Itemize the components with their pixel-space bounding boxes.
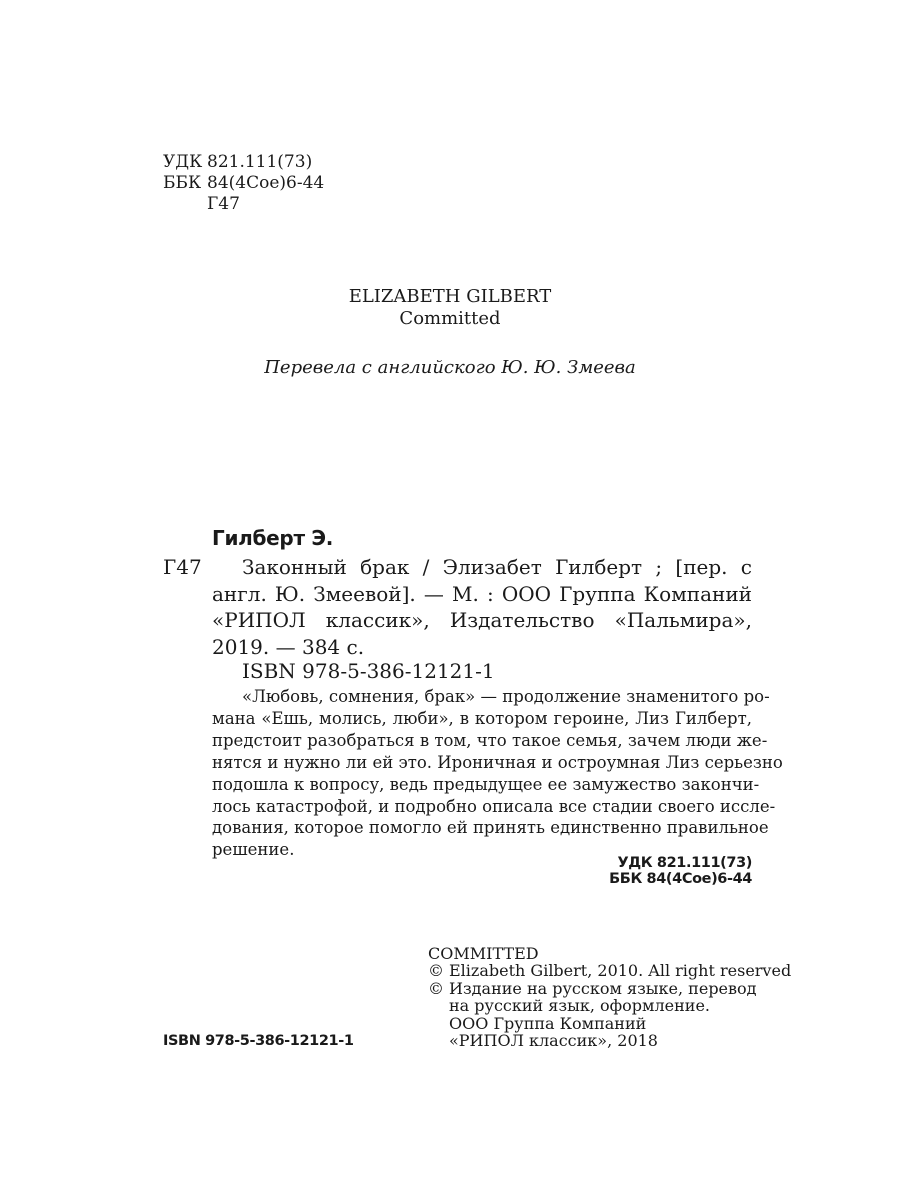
- copyright-symbol: ©: [428, 978, 444, 998]
- annotation-line: решение.: [212, 840, 295, 860]
- bbk-value: 84(4Сое)6-44: [207, 173, 325, 193]
- author-sign-top: Г47: [207, 194, 240, 214]
- bib-author-heading: Гилберт Э.: [212, 526, 334, 550]
- isbn-bottom: ISBN 978-5-386-12121-1: [163, 1033, 354, 1049]
- annotation-line: дования, которое помогло ей принять единственно правильное: [212, 818, 769, 838]
- bbk-top: [163, 173, 324, 194]
- original-title: Committed: [399, 308, 501, 329]
- bib-classification: [452, 855, 752, 887]
- bib-udk: УДК 821.111(73): [617, 855, 752, 871]
- copyright-row-2: [428, 980, 791, 997]
- annotation-line: подошла к вопросу, ведь предыдущее ее замужество закончи-: [212, 774, 760, 794]
- copyright-line-1: Elizabeth Gilbert, 2010. All right reserved: [449, 961, 792, 981]
- copyright-line-4: ООО Группа Компаний: [449, 1013, 647, 1033]
- annotation: [212, 686, 783, 861]
- annotation-line: лось катастрофой, и подробно описала все стадии своего иссле-: [212, 796, 776, 816]
- annotation-line: мана «Ешь, молись, люби», в котором героине, Лиз Гилберт,: [212, 708, 752, 728]
- copyright-line-5: «РИПОЛ классик», 2018: [449, 1031, 658, 1051]
- translator-note: Перевела с английского Ю. Ю. Змеева: [264, 357, 636, 378]
- original-author: ELIZABETH GILBERT: [348, 286, 552, 307]
- copyright-symbol: ©: [428, 961, 444, 981]
- annotation-line: «Любовь, сомнения, брак» — продолжение знаменитого ро-: [242, 687, 770, 706]
- udk-key: УДК: [163, 152, 203, 172]
- bib-bbk: ББК 84(4Сое)6-44: [609, 871, 752, 887]
- udk-value: 821.111(73): [207, 152, 313, 172]
- bib-isbn: ISBN 978-5-386-12121-1: [242, 659, 495, 683]
- bbk-key: ББК: [163, 173, 202, 193]
- copyright-original-title: COMMITTED: [428, 944, 539, 963]
- udk-top: [163, 152, 312, 173]
- bib-description: [212, 554, 752, 660]
- bib-description-text: Законный брак / Элизабет Гилберт ; [пер. с англ. Ю. Змеевой]. — М. : ООО Группа Компаний «РИПОЛ классик», Издательство «Пальмира», 2019. — 384 с.: [212, 555, 752, 659]
- copyright-line-3: на русский язык, оформление.: [449, 996, 710, 1016]
- annotation-line: предстоит разобраться в том, что такое семья, зачем люди же-: [212, 730, 768, 750]
- bib-author-sign: Г47: [163, 555, 202, 579]
- copyright-block: [428, 945, 791, 1049]
- copyright-line-2: Издание на русском языке, перевод: [449, 978, 757, 998]
- annotation-line: нятся и нужно ли ей это. Ироничная и остроумная Лиз серьезно: [212, 752, 783, 772]
- copyright-row-1: [428, 962, 791, 979]
